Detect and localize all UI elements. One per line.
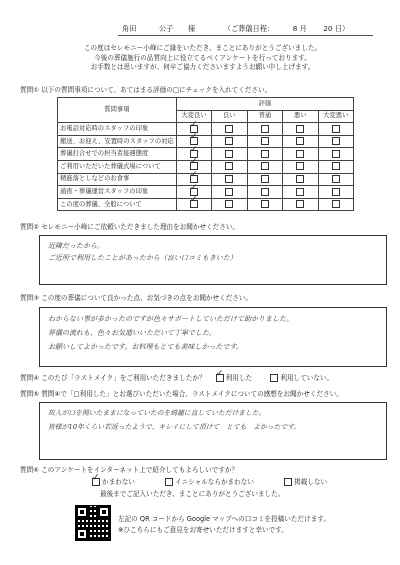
footer-text: [118, 514, 330, 536]
rating-cell: [318, 186, 353, 199]
rating-checkbox[interactable]: [225, 188, 233, 196]
question-1-label: 質問①: [20, 86, 40, 94]
question-2: [20, 223, 239, 231]
rating-checkbox[interactable]: [332, 188, 340, 196]
date-label: （ご葬儀日程：: [223, 24, 275, 33]
rating-cell: [283, 198, 318, 211]
rating-checkbox[interactable]: [261, 162, 269, 170]
question-2-label: 質問②: [20, 223, 40, 231]
check-mark-icon: ✓: [189, 195, 198, 206]
question-3-text: この度の葬儀について良かった点、お気づきの点をお聞かせください。: [41, 294, 253, 302]
rating-checkbox[interactable]: [296, 162, 304, 170]
q6-option-initials[interactable]: [165, 478, 256, 486]
q4-not-used-label: 利用していない。: [280, 374, 334, 382]
answer-box-5[interactable]: [39, 402, 387, 460]
answer-box-3[interactable]: [39, 307, 387, 367]
question-1-text: 以下の質問事項について、あてはまる評価の□にチェックを入れてください。: [41, 86, 272, 94]
closing-note: 最後までご記入いただき、まことにありがとうございました。: [100, 490, 285, 498]
date-month: 8: [292, 24, 298, 33]
rating-checkbox[interactable]: [261, 200, 269, 208]
rating-checkbox[interactable]: [332, 150, 340, 158]
q4-used-label: 利用した: [225, 374, 253, 382]
question-5-text: 質問④で「□利用した」とお選びいただいた場合、ラストメイクについての感想をお聞かせください。: [41, 390, 343, 398]
month-unit: 月: [299, 24, 307, 33]
rating-cell: [212, 123, 247, 136]
rating-cell: [318, 198, 353, 211]
rating-cell: [212, 173, 247, 186]
rating-cell: [283, 148, 318, 161]
table-row: [58, 123, 354, 136]
rating-checkbox[interactable]: [261, 150, 269, 158]
rating-item-label: 葬儀打合せでの担当者接遇態度: [58, 148, 177, 161]
rating-cell: [247, 198, 282, 211]
q4-used-checkbox[interactable]: [215, 369, 224, 382]
question-6-label: 質問⑥: [20, 466, 40, 474]
qr-finder: [98, 506, 110, 518]
rating-cell: [318, 123, 353, 136]
footer-line-2: ※ひこちらにもご意見をお寄せいただけますと幸いです。: [118, 526, 288, 535]
intro-line-1: この度はセレモニー小峰にご縁をいただき、まことにありがとうございました。: [83, 44, 322, 52]
question-6-text: このアンケートをインターネット上で紹介してもよろしいですか？: [41, 466, 239, 474]
rating-checkbox[interactable]: [296, 175, 304, 183]
table-row: [58, 186, 354, 199]
rating-checkbox[interactable]: [332, 175, 340, 183]
question-4-text: このたび「ラストメイク」をご利用いただきましたか？: [41, 374, 206, 382]
intro-line-3: お手数とは思いますが、何卒ご協力くださいますようお願い申し上げます。: [90, 63, 315, 72]
question-3: [20, 294, 252, 302]
rating-cell: [212, 160, 247, 173]
rating-cell: [212, 148, 247, 161]
col-item-header: 質問事項: [58, 98, 177, 123]
rating-checkbox[interactable]: [296, 188, 304, 196]
rating-checkbox[interactable]: [296, 150, 304, 158]
rating-checkbox[interactable]: [189, 132, 198, 145]
honorific: 様: [187, 24, 196, 33]
rating-item-label: 通夜・葬儀運営スタッフの印象: [58, 186, 177, 199]
q4-option-not-used[interactable]: [270, 374, 333, 382]
header-underline: [118, 35, 373, 36]
rating-cell: [318, 173, 353, 186]
answer-5-line-1: 故人が口を開いたままになっていたのを綺麗に直していただけました。: [48, 409, 266, 417]
table-row: [58, 148, 354, 161]
rating-item-label: お電話対応時のスタッフの印象: [58, 123, 177, 136]
rating-checkbox[interactable]: [296, 125, 304, 133]
rating-checkbox[interactable]: [332, 125, 340, 133]
rating-cell: [318, 135, 353, 148]
rating-table-header-top: [58, 98, 354, 111]
rating-item-label: 精進落としなどのお食事: [58, 173, 177, 186]
check-mark-icon: ✓: [215, 369, 224, 379]
rating-checkbox[interactable]: [261, 188, 269, 196]
rating-checkbox[interactable]: [189, 169, 198, 183]
rating-checkbox[interactable]: [332, 200, 340, 208]
rating-col-4: 悪い: [283, 110, 318, 123]
rating-item-label: ご利用いただいた葬儀式場について: [58, 160, 177, 173]
customer-surname: 角田: [122, 24, 137, 33]
intro-line-2: 今後の葬儀施行の品質向上に役立てるべくアンケートを行っております。: [94, 53, 311, 62]
rating-checkbox[interactable]: [189, 195, 198, 208]
rating-checkbox[interactable]: [296, 200, 304, 208]
rating-checkbox[interactable]: [332, 162, 340, 170]
answer-3-line-1: わからない事が多かったのですが色々サポートしていただけて助かりました。: [48, 315, 293, 323]
rating-checkbox[interactable]: [296, 137, 304, 145]
rating-checkbox[interactable]: [261, 125, 269, 133]
table-row: [58, 135, 354, 148]
rating-cell: [318, 148, 353, 161]
answer-3-line-3: お願いしてよかったです。お料理もとても美味しかったです。: [48, 343, 243, 351]
check-mark-icon: ✓: [189, 132, 198, 143]
rating-checkbox[interactable]: [225, 175, 233, 183]
rating-cell: [283, 123, 318, 136]
answer-box-2[interactable]: [39, 235, 387, 285]
rating-checkbox[interactable]: [225, 200, 233, 208]
qr-code-icon[interactable]: [75, 505, 111, 541]
table-row: [58, 198, 354, 211]
answer-2-line-2: ご近所で利用したことがあったから（良い口コミもきいた）: [48, 254, 237, 262]
rating-col-2: 良い: [212, 110, 247, 123]
question-1: [20, 86, 271, 94]
answer-5-line-2: 皆様が10年くらい若返ったようで、キレイにして頂けて とても よかったです。: [48, 423, 301, 431]
intro-text: [20, 44, 385, 73]
rating-cell: [247, 135, 282, 148]
q4-not-used-checkbox[interactable]: [270, 374, 278, 382]
rating-item-label: この度の葬儀、全般について: [58, 198, 177, 211]
check-mark-icon: ✓: [189, 169, 198, 180]
question-6: [20, 466, 238, 474]
check-mark-icon: ✓: [189, 182, 198, 193]
question-5: [20, 390, 343, 398]
rating-table: [57, 97, 354, 211]
check-mark-icon: ✓: [189, 144, 198, 155]
q6-option-ok[interactable]: [92, 473, 137, 486]
q6-no-label: 掲載しない: [294, 478, 328, 486]
day-unit: 日）: [334, 24, 350, 33]
q6-no-checkbox[interactable]: [284, 478, 292, 486]
rating-cell: [212, 186, 247, 199]
q6-initials-checkbox[interactable]: [165, 478, 173, 486]
q4-option-used[interactable]: [215, 369, 254, 382]
rating-cell: [283, 173, 318, 186]
answer-3-line-2: 葬儀の流れも、色々お気遣いいただいて丁寧でした。: [48, 329, 216, 337]
table-row: [58, 173, 354, 186]
rating-cell: [212, 135, 247, 148]
rating-cell: [283, 186, 318, 199]
rating-col-5: 大変悪い: [318, 110, 353, 123]
rating-checkbox[interactable]: [225, 125, 233, 133]
check-mark-icon: ✓: [189, 119, 198, 130]
rating-col-1: 大変良い: [176, 110, 211, 123]
customer-given-name: 公子: [158, 24, 174, 33]
question-4-label: 質問④: [20, 374, 40, 382]
question-5-label: 質問⑤: [20, 390, 40, 398]
footer-line-1: 左記の QR コードから Google マップへの口コミを投稿いただけます。: [118, 515, 330, 523]
rating-cell: [318, 160, 353, 173]
rating-checkbox[interactable]: [332, 137, 340, 145]
rating-cell: [247, 160, 282, 173]
col-rating-header: 評価: [176, 98, 353, 111]
q6-initials-label: イニシャルならかまわない: [175, 478, 254, 486]
rating-cell: [283, 135, 318, 148]
answer-2-line-1: 近隣だったから。: [48, 242, 104, 250]
rating-checkbox[interactable]: [225, 137, 233, 145]
check-mark-icon: ✓: [189, 157, 198, 168]
rating-cell: [212, 198, 247, 211]
rating-item-label: 搬送、お迎え、安置時のスタッフの対応: [58, 135, 177, 148]
rating-checkbox[interactable]: [261, 137, 269, 145]
q6-ok-checkbox[interactable]: [92, 473, 100, 486]
date-day: 20: [323, 24, 333, 33]
rating-checkbox[interactable]: [225, 150, 233, 158]
q6-option-no[interactable]: [284, 478, 327, 486]
table-row: [58, 160, 354, 173]
rating-cell: [247, 186, 282, 199]
rating-cell: [176, 195, 211, 211]
check-mark-icon: ✓: [92, 473, 100, 483]
qr-finder: [76, 528, 88, 540]
q6-ok-label: かまわない: [102, 478, 135, 486]
question-2-text: セレモニー小峰にご依頼いただきました理由をお聞かせください。: [41, 223, 240, 231]
rating-checkbox[interactable]: [225, 162, 233, 170]
rating-cell: [247, 173, 282, 186]
q6-options: [92, 473, 328, 486]
question-4: [20, 369, 334, 382]
rating-cell: [247, 148, 282, 161]
rating-cell: [283, 160, 318, 173]
rating-cell: [247, 123, 282, 136]
rating-col-3: 普通: [247, 110, 282, 123]
question-3-label: 質問③: [20, 294, 40, 302]
qr-finder: [76, 506, 88, 518]
rating-checkbox[interactable]: [261, 175, 269, 183]
